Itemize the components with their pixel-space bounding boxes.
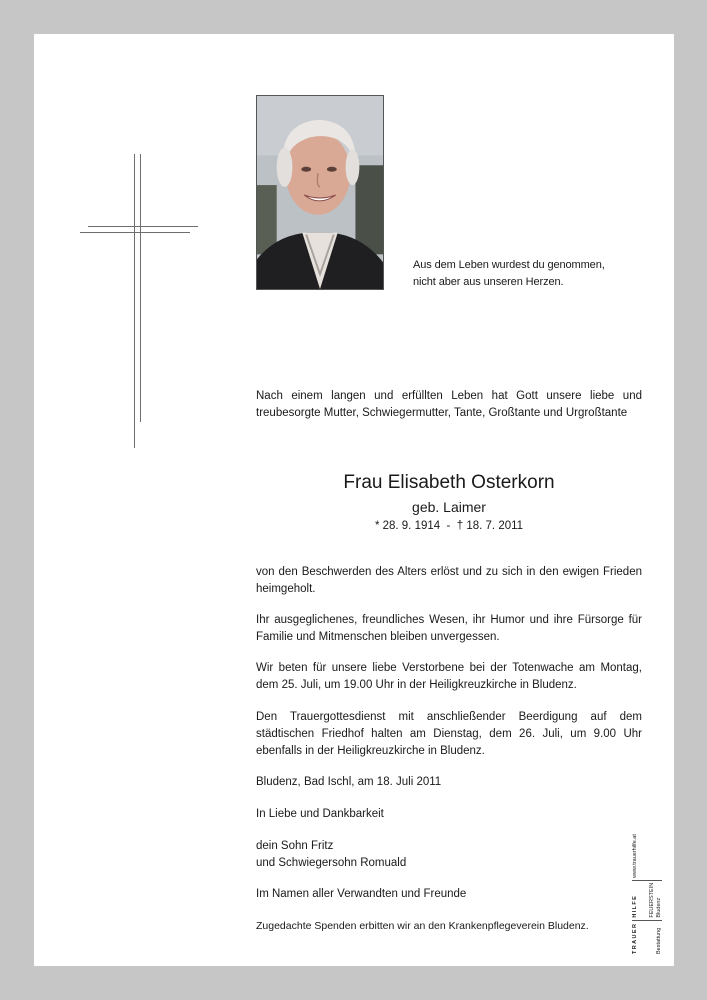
obituary-page — [34, 34, 674, 966]
intro-text — [256, 388, 642, 422]
logo-block-trauer — [632, 920, 662, 956]
body-paragraph — [256, 564, 642, 598]
logo-company: FEUERSTEIN Bludenz — [649, 882, 662, 918]
intro-paragraph: Nach einem langen und erfüllten Leben hat Gott unsere liebe und treubesorgte Mutter, Schwiegermutter, Tante, Großtante und Urgroßtante — [256, 390, 642, 419]
body-paragraph — [256, 709, 642, 760]
quote-line: nicht aber aus unseren Herzen. — [413, 276, 564, 288]
logo-web: www.trauerhilfe.at — [632, 834, 638, 878]
family-line: dein Sohn Fritz — [256, 840, 334, 852]
logo-block-hilfe — [632, 880, 662, 920]
logo-subtext: Bestattung — [655, 927, 662, 954]
memorial-quote — [413, 257, 605, 291]
donation-note: Zugedachte Spenden erbitten wir an den Krankenpflegeverein Bludenz. — [256, 920, 589, 932]
closing-line: In Liebe und Dankbarkeit — [256, 808, 384, 820]
portrait-photo — [256, 95, 384, 290]
cross-icon — [80, 154, 198, 448]
relatives-line: Im Namen aller Verwandten und Freunde — [256, 888, 467, 900]
logo-block-web — [632, 832, 662, 880]
funeral-home-logo — [632, 834, 666, 956]
maiden-name: geb. Laimer — [412, 499, 486, 515]
life-dates: * 28. 9. 1914 - † 18. 7. 2011 — [374, 520, 524, 532]
logo-word: HILFE — [632, 894, 638, 918]
deceased-name: Frau Elisabeth Osterkorn — [343, 472, 555, 493]
paragraph-wake: Wir beten für unsere liebe Verstorbene bei der Totenwache am Montag, dem 25. Juli, um 19.00 Uhr in der Heiligkreuzkirche in Bludenz. — [256, 662, 642, 691]
body-paragraph — [256, 612, 642, 646]
paragraph-release: von den Beschwerden des Alters erlöst und zu sich in den ewigen Frieden heimgeholt. — [256, 566, 642, 595]
family-line: und Schwiegersohn Romuald — [256, 857, 407, 869]
quote-line: Aus dem Leben wurdest du genommen, — [413, 259, 605, 271]
place-date: Bludenz, Bad Ischl, am 18. Juli 2011 — [256, 776, 442, 788]
logo-word: TRAUER — [632, 922, 638, 954]
paragraph-funeral: Den Trauergottesdienst mit anschließender Beerdigung auf dem städtischen Friedhof halten am Dienstag, dem 26. Juli, um 9.00 Uhr ebenfalls in der Heiligkreuzkirche in Bludenz. — [256, 711, 642, 757]
paragraph-character: Ihr ausgeglichenes, freundliches Wesen, ihr Humor und ihre Fürsorge für Familie und Mitmenschen bleiben unvergessen. — [256, 614, 642, 643]
body-paragraph — [256, 660, 642, 694]
family-signature — [256, 838, 642, 872]
